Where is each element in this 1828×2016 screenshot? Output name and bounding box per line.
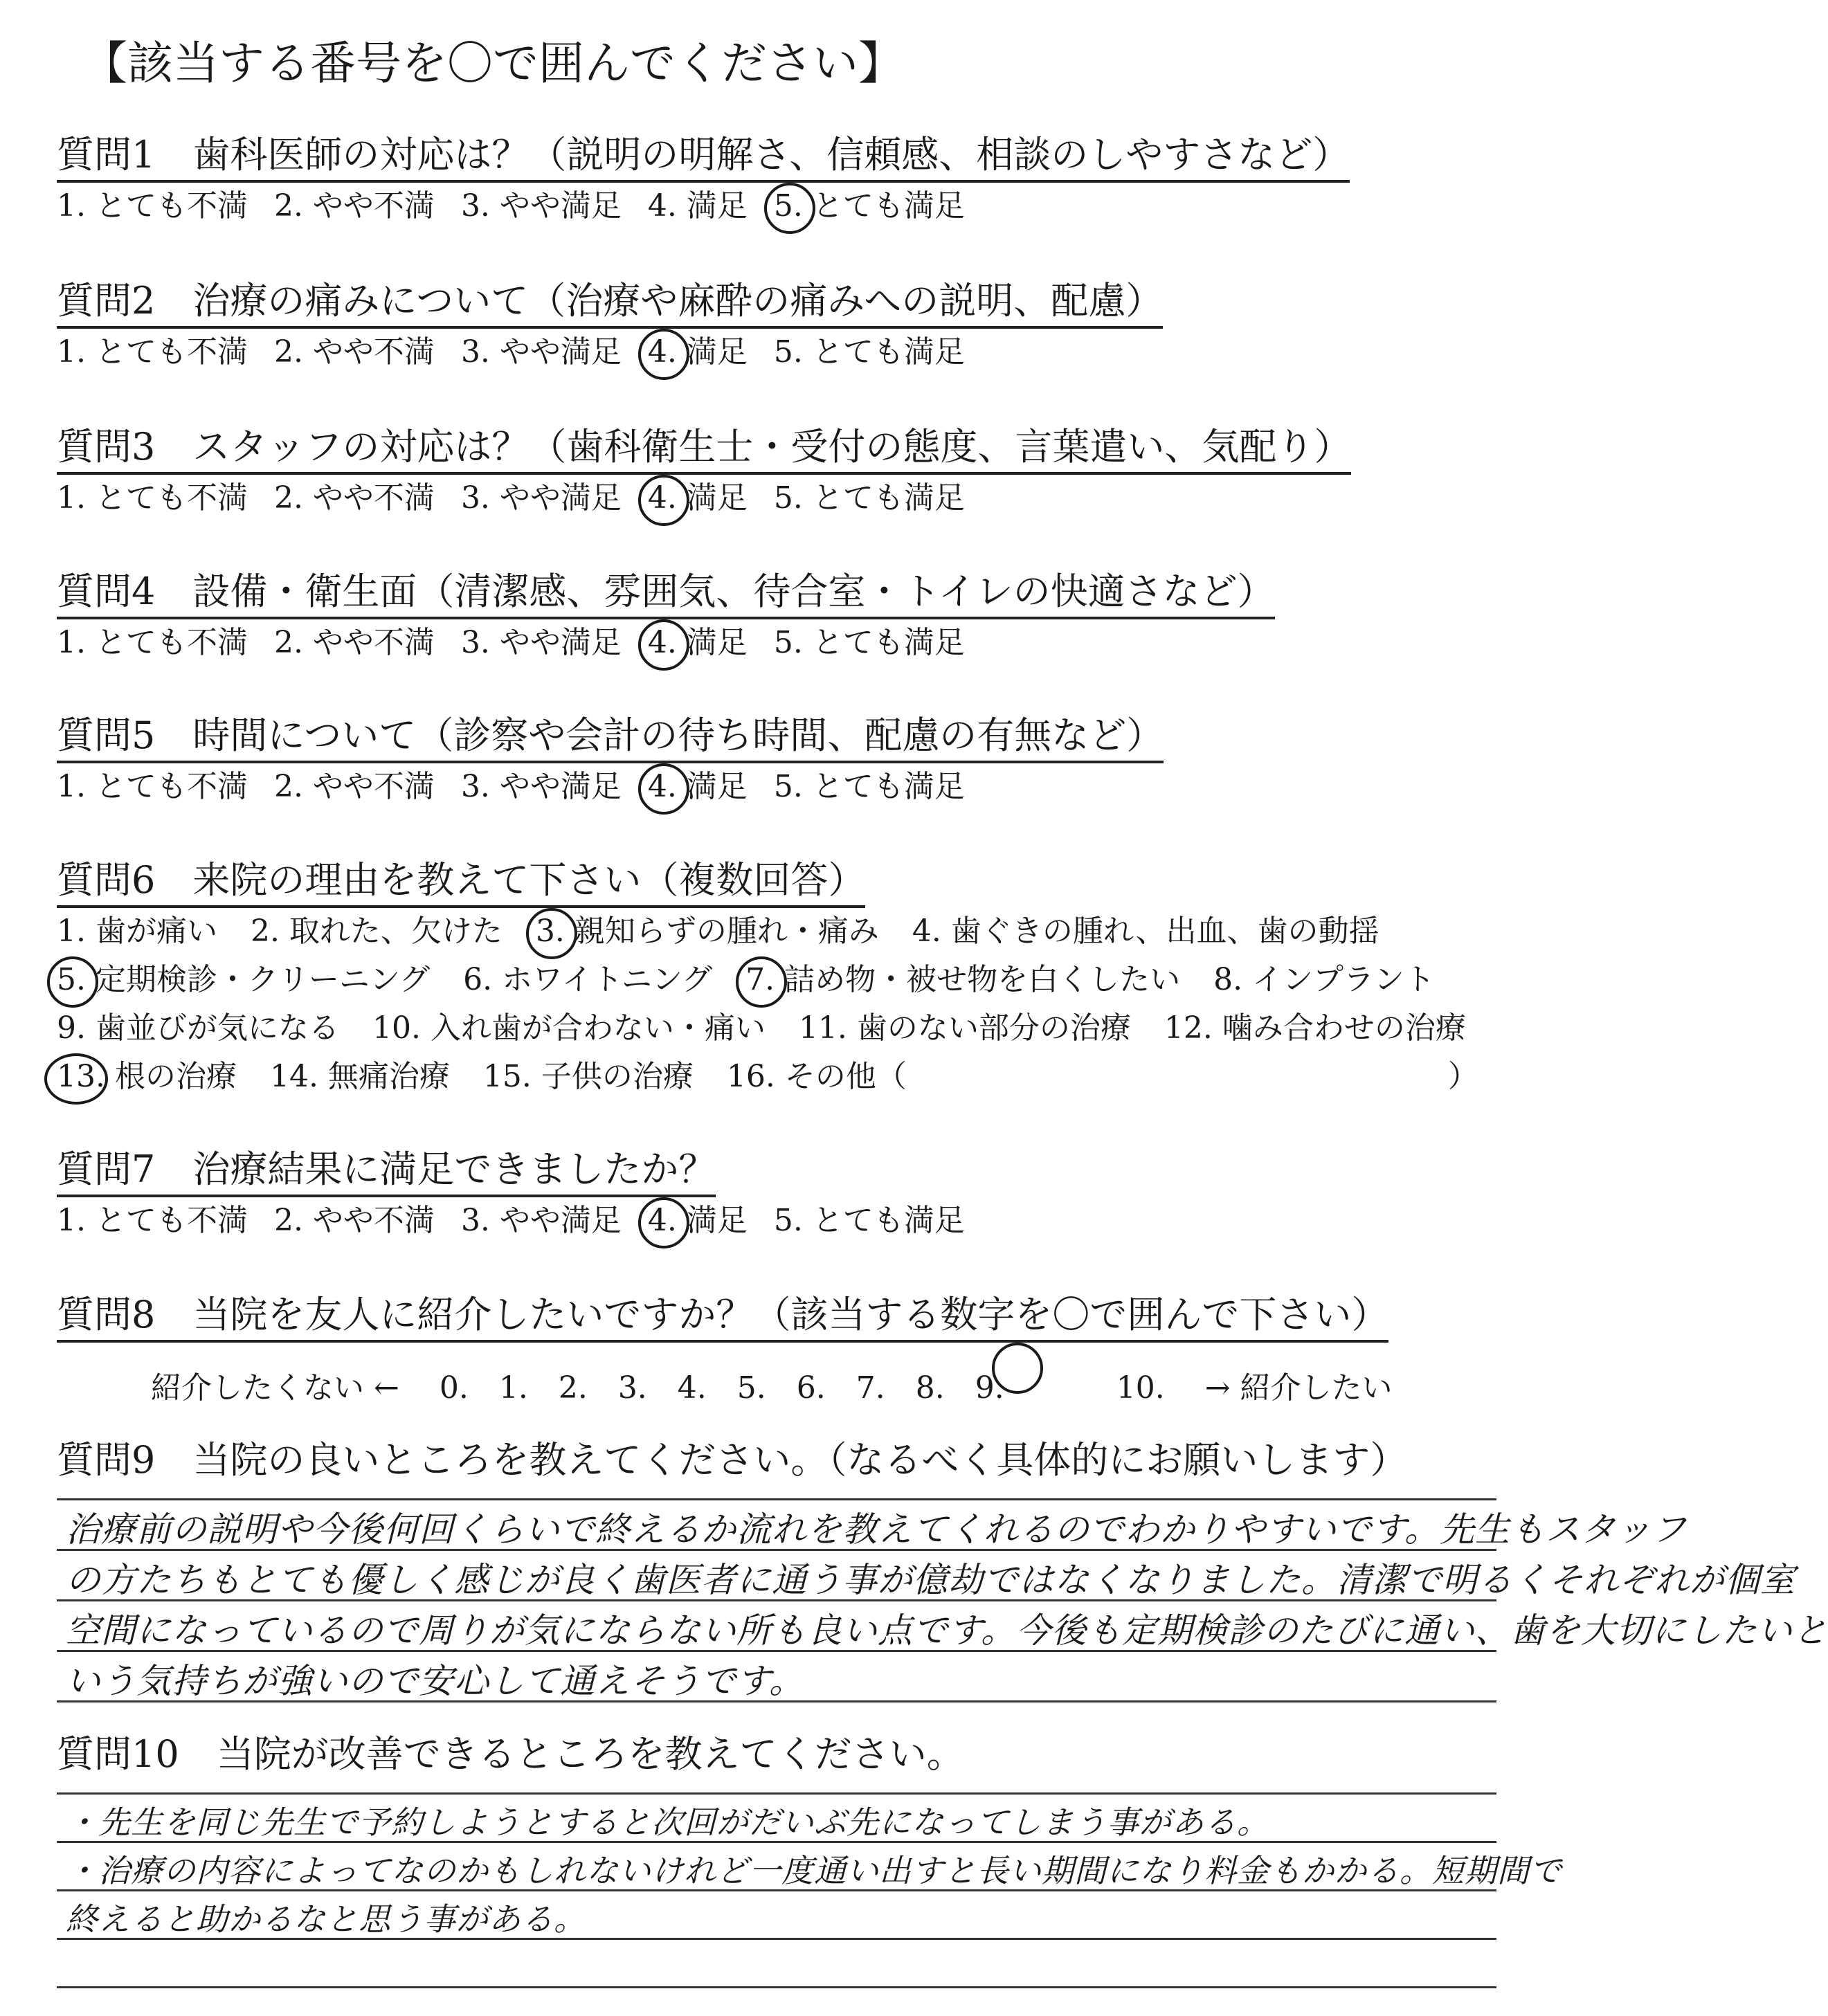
q10-answer-line-2[interactable]: ・治療の内容によってなのかもしれないけれど一度通い出すと長い期間になり料金もかかる。短期間で <box>66 1852 1562 1889</box>
scale-left-label: 紹介したくない ← <box>151 1370 399 1406</box>
answer-rule <box>57 1792 1496 1795</box>
q3-option-1[interactable] <box>57 479 248 518</box>
question-5: 質問5 時間について（診察や会計の待ち時間、配慮の有無など） <box>57 714 1164 763</box>
q1-option-1[interactable] <box>57 187 248 226</box>
scale-option-10[interactable]: 10. <box>1116 1370 1165 1406</box>
q4-option-2-label: 2. やや不満 <box>273 625 435 660</box>
q2-option-3-label: 3. やや満足 <box>460 334 622 370</box>
q4-option-2[interactable] <box>274 624 435 662</box>
q4-options[interactable] <box>57 624 991 662</box>
q5-option-4[interactable] <box>648 768 748 806</box>
q2-option-2-label: 2. やや不満 <box>273 334 435 370</box>
q7-option-1[interactable] <box>57 1201 248 1240</box>
answer-circle <box>992 1343 1043 1394</box>
q6-option-5[interactable] <box>57 961 430 999</box>
q6-option-10[interactable]: 10. 入れ歯が合わない・痛い <box>372 1010 766 1046</box>
scale-option-0[interactable]: 0. <box>439 1370 469 1406</box>
q3-option-3[interactable] <box>461 479 622 518</box>
q2-option-2[interactable] <box>274 333 435 372</box>
question-10: 質問10 当院が改善できるところを教えてください。 <box>57 1732 964 1776</box>
q2-option-1[interactable] <box>57 333 248 372</box>
q6-option-13[interactable] <box>57 1057 237 1096</box>
q7-option-4[interactable] <box>648 1201 748 1240</box>
q4-option-1-label: 1. とても不満 <box>57 625 248 660</box>
q5-option-1[interactable] <box>57 768 248 806</box>
q3-option-5[interactable] <box>774 479 965 518</box>
q6-option-11[interactable]: 11. 歯のない部分の治療 <box>798 1010 1131 1046</box>
q1-option-2[interactable] <box>274 187 435 226</box>
q8-scale <box>151 1347 1423 1408</box>
scale-option-7[interactable]: 7. <box>856 1370 885 1406</box>
q2-option-4-label: 4. 満足 <box>647 334 748 370</box>
q2-option-1-label: 1. とても不満 <box>57 334 248 370</box>
question-6: 質問6 来院の理由を教えて下さい（複数回答） <box>57 858 865 908</box>
q5-option-5[interactable] <box>774 768 965 806</box>
q5-option-2-label: 2. やや不満 <box>273 769 435 804</box>
q7-option-3[interactable] <box>461 1201 622 1240</box>
q2-option-5[interactable] <box>774 333 965 372</box>
q4-option-4-label: 4. 満足 <box>647 625 748 660</box>
scale-option-2[interactable]: 2. <box>558 1370 588 1406</box>
q5-option-1-label: 1. とても不満 <box>57 769 248 804</box>
q3-option-4-label: 4. 満足 <box>647 480 748 516</box>
q9-answer-line-3[interactable]: 空間になっているので周りが気にならない所も良い点です。今後も定期検診のたびに通い、歯を大切にしたいと <box>66 1610 1828 1651</box>
q6-other-close: ） <box>1447 1059 1478 1094</box>
q6-option-3[interactable] <box>536 912 879 951</box>
q10-answer-line-1[interactable]: ・先生を同じ先生で予約しようとすると次回がだいぶ先になってしまう事がある。 <box>66 1804 1269 1841</box>
q1-option-5[interactable] <box>774 187 965 226</box>
scale-option-3[interactable]: 3. <box>617 1370 647 1406</box>
q6-option-14[interactable]: 14. 無痛治療 <box>269 1059 450 1094</box>
q7-option-1-label: 1. とても不満 <box>57 1203 248 1238</box>
q1-option-1-label: 1. とても不満 <box>57 188 248 224</box>
q2-options[interactable] <box>57 333 991 372</box>
q6-option-7-label: 7. 詰め物・被せ物を白くしたい <box>745 962 1181 997</box>
question-9: 質問9 当院の良いところを教えてください。（なるべく具体的にお願いします） <box>57 1438 1408 1482</box>
scale-option-6[interactable]: 6. <box>796 1370 826 1406</box>
q2-option-3[interactable] <box>461 333 622 372</box>
q6-option-2[interactable]: 2. 取れた、欠けた <box>250 914 503 949</box>
question-2: 質問2 治療の痛みについて（治療や麻酔の痛みへの説明、配慮） <box>57 279 1163 329</box>
q1-option-5-label: 5. とても満足 <box>773 188 965 224</box>
q4-option-3[interactable] <box>461 624 622 662</box>
q6-option-4[interactable]: 4. 歯ぐきの腫れ、出血、歯の動揺 <box>912 914 1379 949</box>
question-7: 質問7 治療結果に満足できましたか？ <box>57 1147 716 1197</box>
q6-option-16[interactable]: 16. その他（ <box>726 1059 907 1094</box>
q7-option-2[interactable] <box>274 1201 435 1240</box>
scale-right-label: → 紹介したい <box>1204 1370 1393 1406</box>
q6-option-13-label: 13. 根の治療 <box>57 1059 237 1094</box>
q4-option-5[interactable] <box>774 624 965 662</box>
q6-options-row-4 <box>57 1057 1478 1096</box>
q3-option-2[interactable] <box>274 479 435 518</box>
q6-option-12[interactable]: 12. 噛み合わせの治療 <box>1164 1010 1466 1046</box>
q6-option-6[interactable]: 6. ホワイトニング <box>463 962 713 997</box>
q3-option-3-label: 3. やや満足 <box>460 480 622 516</box>
q3-option-4[interactable] <box>648 479 748 518</box>
q1-option-3-label: 3. やや満足 <box>460 188 622 224</box>
q6-option-7[interactable] <box>745 961 1180 999</box>
scale-option-9[interactable]: 9. <box>975 1347 1086 1408</box>
question-1: 質問1 歯科医師の対応は？（説明の明解さ、信頼感、相談のしやすさなど） <box>57 133 1350 183</box>
scale-option-1[interactable]: 1. <box>498 1370 528 1406</box>
q7-option-4-label: 4. 満足 <box>647 1203 748 1238</box>
q1-option-4[interactable] <box>648 187 748 226</box>
q6-options-row-3 <box>57 1009 1490 1048</box>
q3-options[interactable] <box>57 479 991 518</box>
q4-option-1[interactable] <box>57 624 248 662</box>
q2-option-5-label: 5. とても満足 <box>773 334 965 370</box>
q3-option-1-label: 1. とても不満 <box>57 480 248 516</box>
q4-option-5-label: 5. とても満足 <box>773 625 965 660</box>
q10-answer-line-3[interactable]: 終えると助かるなと思う事がある。 <box>66 1900 586 1938</box>
q1-options[interactable] <box>57 187 991 226</box>
q6-options-row-2 <box>57 961 1458 999</box>
q9-answer-line-2[interactable]: の方たちもとても優しく感じが良く歯医者に通う事が億劫ではなくなりました。清潔で明るくそれぞれが個室 <box>66 1560 1795 1600</box>
q9-answer-line-4[interactable]: いう気持ちが強いので安心して通えそうです。 <box>66 1661 804 1701</box>
q5-option-3-label: 3. やや満足 <box>460 769 622 804</box>
q7-options[interactable] <box>57 1201 991 1240</box>
q6-option-8[interactable]: 8. インプラント <box>1213 962 1436 997</box>
question-8: 質問8 当院を友人に紹介したいですか？（該当する数字を〇で囲んで下さい） <box>57 1293 1388 1343</box>
scale-option-8[interactable]: 8. <box>915 1370 945 1406</box>
q7-option-2-label: 2. やや不満 <box>273 1203 435 1238</box>
q1-option-2-label: 2. やや不満 <box>273 188 435 224</box>
q3-option-2-label: 2. やや不満 <box>273 480 435 516</box>
q9-answer-line-1[interactable]: 治療前の説明や今後何回くらいで終えるか流れを教えてくれるのでわかりやすいです。先生もスタッフ <box>66 1509 1687 1550</box>
q6-options-row-1 <box>57 912 1403 951</box>
q5-option-4-label: 4. 満足 <box>647 769 748 804</box>
q5-options[interactable] <box>57 768 991 806</box>
q4-option-4[interactable] <box>648 624 748 662</box>
q4-option-3-label: 3. やや満足 <box>460 625 622 660</box>
q6-option-3-label: 3. 親知らずの腫れ・痛み <box>535 914 879 949</box>
q5-option-3[interactable] <box>461 768 622 806</box>
question-4: 質問4 設備・衛生面（清潔感、雰囲気、待合室・トイレの快適さなど） <box>57 570 1275 619</box>
page-title: 【該当する番号を〇で囲んでください】 <box>82 37 904 90</box>
q1-option-4-label: 4. 満足 <box>647 188 748 224</box>
answer-rule <box>57 1498 1496 1500</box>
answer-rule <box>57 1986 1496 1988</box>
question-3: 質問3 スタッフの対応は？（歯科衛生士・受付の態度、言葉遣い、気配り） <box>57 425 1351 475</box>
q2-option-4[interactable] <box>648 333 748 372</box>
q5-option-5-label: 5. とても満足 <box>773 769 965 804</box>
q6-option-5-label: 5. 定期検診・クリーニング <box>57 962 431 997</box>
q7-option-5-label: 5. とても満足 <box>773 1203 965 1238</box>
q7-option-5[interactable] <box>774 1201 965 1240</box>
q3-option-5-label: 5. とても満足 <box>773 480 965 516</box>
scale-option-4[interactable]: 4. <box>677 1370 707 1406</box>
scale-option-5[interactable]: 5. <box>736 1370 766 1406</box>
q6-option-1[interactable]: 1. 歯が痛い <box>57 914 217 949</box>
q1-option-3[interactable] <box>461 187 622 226</box>
q7-option-3-label: 3. やや満足 <box>460 1203 622 1238</box>
scale-numbers <box>440 1347 1195 1408</box>
q5-option-2[interactable] <box>274 768 435 806</box>
q6-option-15[interactable]: 15. 子供の治療 <box>482 1059 694 1094</box>
q6-option-9[interactable]: 9. 歯並びが気になる <box>57 1010 339 1046</box>
